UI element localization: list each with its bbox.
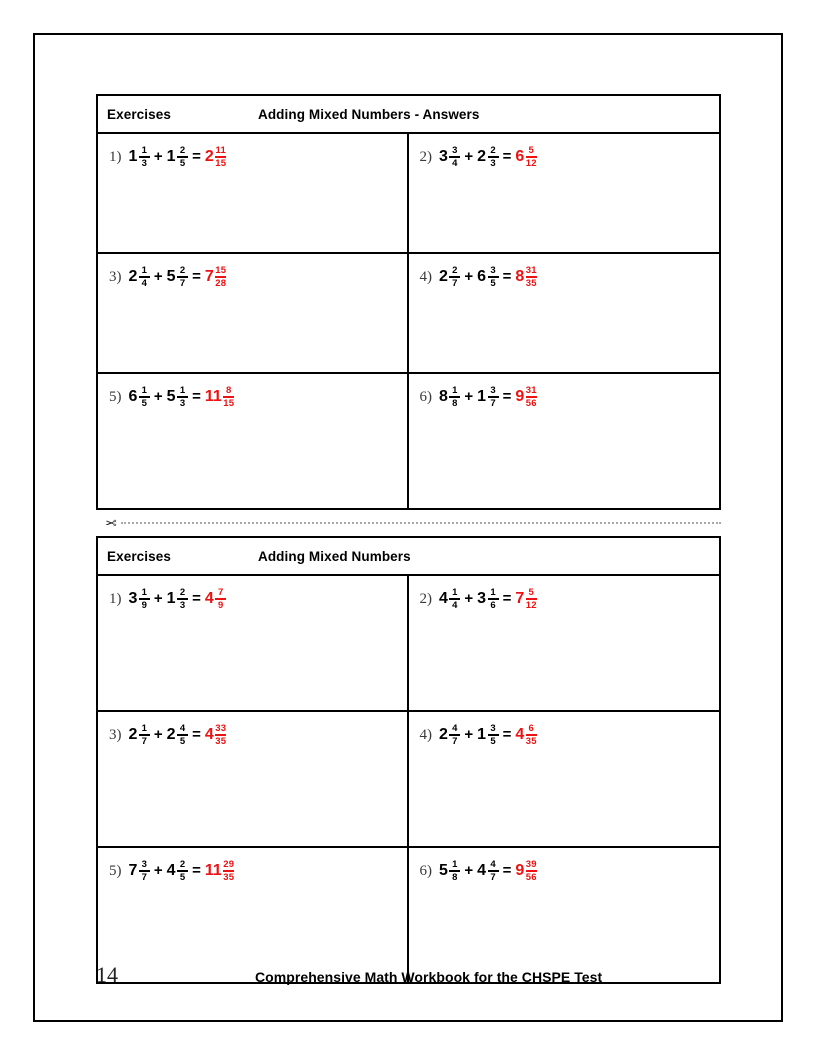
second-whole: 3: [477, 590, 487, 608]
answer-fraction: [526, 724, 537, 747]
numerator: 3: [452, 145, 458, 156]
second-whole: 4: [166, 862, 176, 880]
first-whole: 1: [128, 148, 138, 166]
answer-whole: 11: [204, 862, 222, 880]
problem-row: [98, 134, 719, 254]
denominator: 7: [452, 735, 458, 747]
first-fraction: [449, 386, 460, 409]
numerator: 31: [525, 385, 537, 396]
problem-number: 4): [419, 269, 432, 285]
second-whole: 6: [477, 268, 487, 286]
equals-sign: =: [502, 590, 512, 607]
problem-expression: [420, 265, 720, 288]
answer: [515, 145, 536, 168]
problem-expression: [109, 587, 407, 610]
numerator: 1: [141, 587, 148, 598]
first-fraction: [139, 588, 150, 611]
answer: [515, 587, 536, 610]
worksheet-container: [96, 94, 721, 984]
first-term: [129, 265, 150, 288]
problem-cell: [409, 712, 720, 846]
operator: +: [153, 268, 163, 285]
answer: [205, 265, 226, 288]
first-whole: 4: [439, 590, 448, 608]
numerator: 7: [218, 587, 224, 598]
first-term: [129, 385, 150, 408]
problem-number: 3): [109, 269, 122, 285]
denominator: 15: [223, 397, 235, 409]
problem-number: 3): [109, 727, 122, 743]
second-term: [167, 385, 188, 408]
answer-fraction: [215, 146, 226, 169]
second-term: [167, 723, 188, 746]
answer: [205, 385, 234, 408]
numerator: 33: [215, 723, 227, 734]
second-term: [477, 145, 498, 168]
second-term: [167, 265, 188, 288]
answer-whole: 4: [204, 726, 214, 744]
answer: [515, 385, 536, 408]
denominator: 3: [490, 157, 496, 169]
second-fraction: [488, 146, 499, 169]
problem-expression: [109, 385, 407, 408]
first-whole: 3: [128, 590, 138, 608]
second-whole: 5: [166, 388, 176, 406]
operator: +: [464, 388, 474, 405]
problem-expression: [420, 587, 720, 610]
numerator: 5: [528, 587, 534, 598]
equals-sign: =: [192, 148, 201, 165]
problem-cell: [98, 134, 409, 252]
answer-whole: 4: [204, 590, 214, 608]
denominator: 5: [141, 397, 148, 409]
second-fraction: [177, 386, 188, 409]
answer-fraction: [215, 588, 226, 611]
numerator: 3: [490, 265, 496, 276]
second-whole: 4: [477, 862, 487, 880]
numerator: 2: [452, 265, 458, 276]
problem-expression: [420, 859, 720, 882]
first-whole: 2: [439, 726, 448, 744]
denominator: 35: [223, 871, 235, 883]
second-fraction: [177, 588, 188, 611]
first-term: [439, 145, 460, 168]
second-term: [167, 145, 188, 168]
denominator: 15: [215, 157, 227, 169]
answer-fraction: [223, 386, 234, 409]
equals-sign: =: [502, 726, 512, 743]
first-fraction: [139, 724, 150, 747]
answer-whole: 7: [515, 590, 525, 608]
denominator: 35: [215, 735, 227, 747]
numerator: 39: [525, 859, 537, 870]
second-term: [477, 265, 498, 288]
equals-sign: =: [192, 726, 201, 743]
page-number: 14: [96, 962, 118, 987]
first-term: [439, 723, 460, 746]
answer-fraction: [526, 386, 537, 409]
second-fraction: [177, 146, 188, 169]
worksheet-title: Adding Mixed Numbers - Answers: [257, 106, 480, 122]
problem-cell: [98, 374, 409, 508]
first-fraction: [139, 146, 150, 169]
worksheet-answers: [96, 94, 721, 510]
denominator: 4: [452, 599, 458, 611]
numerator: 5: [528, 145, 534, 156]
answer: [515, 723, 536, 746]
problem-cell: [409, 374, 720, 508]
first-fraction: [139, 386, 150, 409]
problem-cell: [98, 254, 409, 372]
answer-whole: 4: [515, 726, 525, 744]
second-term: [477, 385, 498, 408]
second-fraction: [488, 724, 499, 747]
problem-cell: [409, 254, 720, 372]
first-fraction: [449, 146, 460, 169]
denominator: 8: [452, 397, 458, 409]
worksheet-header-label: Exercises: [107, 548, 171, 564]
problem-expression: [420, 723, 720, 746]
numerator: 2: [179, 265, 186, 276]
problem-row: [98, 576, 719, 712]
first-term: [129, 723, 150, 746]
denominator: 7: [490, 871, 496, 883]
first-fraction: [449, 588, 460, 611]
answer: [205, 859, 234, 882]
second-fraction: [488, 266, 499, 289]
answer-whole: 6: [515, 148, 525, 166]
operator: +: [464, 148, 474, 165]
numerator: 1: [141, 265, 148, 276]
first-whole: 2: [439, 268, 448, 286]
operator: +: [153, 726, 163, 743]
second-term: [167, 859, 188, 882]
numerator: 1: [141, 723, 148, 734]
first-whole: 2: [128, 268, 138, 286]
first-whole: 2: [128, 726, 138, 744]
problem-row: [98, 374, 719, 508]
problem-row: [98, 254, 719, 374]
numerator: 1: [179, 385, 186, 396]
problem-number: 2): [419, 149, 432, 165]
second-whole: 1: [166, 590, 176, 608]
problem-number: 6): [419, 863, 432, 879]
problem-number: 4): [419, 727, 432, 743]
denominator: 4: [452, 157, 458, 169]
numerator: 2: [179, 587, 186, 598]
denominator: 3: [141, 157, 148, 169]
second-fraction: [488, 588, 499, 611]
second-fraction: [177, 724, 188, 747]
equals-sign: =: [502, 148, 512, 165]
page-footer: [96, 962, 721, 988]
denominator: 5: [490, 277, 496, 289]
operator: +: [464, 862, 474, 879]
scissors-icon: ✂: [105, 515, 117, 531]
denominator: 8: [452, 871, 458, 883]
equals-sign: =: [192, 388, 201, 405]
problem-cell: [409, 134, 720, 252]
numerator: 3: [490, 385, 496, 396]
numerator: 1: [452, 587, 458, 598]
operator: +: [153, 148, 163, 165]
numerator: 2: [490, 145, 496, 156]
second-term: [167, 587, 188, 610]
worksheet-exercises: [96, 536, 721, 984]
problem-cell: [98, 576, 409, 710]
first-term: [129, 587, 150, 610]
dotted-cut-line: [121, 522, 721, 524]
operator: +: [464, 590, 474, 607]
first-term: [129, 859, 150, 882]
denominator: 12: [525, 599, 537, 611]
first-fraction: [139, 266, 150, 289]
problem-number: 5): [109, 863, 122, 879]
first-term: [439, 859, 460, 882]
answer: [205, 587, 226, 610]
numerator: 1: [452, 859, 458, 870]
worksheet-header-label: Exercises: [107, 106, 171, 122]
numerator: 2: [179, 859, 186, 870]
denominator: 6: [490, 599, 496, 611]
operator: +: [153, 388, 163, 405]
numerator: 15: [215, 265, 227, 276]
denominator: 7: [179, 277, 186, 289]
numerator: 29: [223, 859, 235, 870]
denominator: 28: [215, 277, 227, 289]
denominator: 56: [525, 871, 537, 883]
answer-fraction: [526, 266, 537, 289]
numerator: 1: [452, 385, 458, 396]
cut-divider: [105, 510, 721, 536]
answer-fraction: [526, 146, 537, 169]
denominator: 9: [218, 599, 224, 611]
numerator: 4: [490, 859, 496, 870]
numerator: 3: [141, 859, 148, 870]
second-whole: 1: [477, 388, 487, 406]
second-fraction: [177, 860, 188, 883]
operator: +: [153, 590, 163, 607]
first-fraction: [449, 860, 460, 883]
numerator: 1: [141, 145, 148, 156]
first-term: [439, 587, 460, 610]
problem-expression: [109, 265, 407, 288]
denominator: 5: [179, 871, 186, 883]
answer-whole: 8: [515, 268, 525, 286]
second-whole: 5: [166, 268, 176, 286]
answer-whole: 9: [515, 862, 525, 880]
problem-expression: [420, 145, 720, 168]
second-fraction: [177, 266, 188, 289]
numerator: 31: [525, 265, 537, 276]
answer-fraction: [526, 860, 537, 883]
equals-sign: =: [502, 268, 512, 285]
first-fraction: [139, 860, 150, 883]
operator: +: [464, 268, 474, 285]
denominator: 35: [525, 735, 537, 747]
worksheet-title: Adding Mixed Numbers: [257, 548, 411, 564]
answer-whole: 11: [204, 388, 222, 406]
answer-whole: 7: [204, 268, 214, 286]
answer: [205, 723, 226, 746]
denominator: 56: [525, 397, 537, 409]
second-whole: 2: [477, 148, 487, 166]
answer-whole: 9: [515, 388, 525, 406]
numerator: 1: [490, 587, 496, 598]
answer: [515, 265, 536, 288]
problem-cell: [409, 576, 720, 710]
second-fraction: [488, 386, 499, 409]
first-fraction: [449, 724, 460, 747]
first-fraction: [449, 266, 460, 289]
operator: +: [464, 726, 474, 743]
equals-sign: =: [502, 862, 512, 879]
problem-number: 5): [109, 389, 122, 405]
first-term: [129, 145, 150, 168]
problem-expression: [420, 385, 720, 408]
numerator: 6: [528, 723, 534, 734]
denominator: 7: [490, 397, 496, 409]
first-whole: 8: [439, 388, 448, 406]
first-whole: 3: [439, 148, 448, 166]
equals-sign: =: [502, 388, 512, 405]
problem-number: 1): [109, 149, 122, 165]
equals-sign: =: [192, 590, 201, 607]
second-term: [477, 859, 498, 882]
equals-sign: =: [192, 268, 201, 285]
first-whole: 7: [128, 862, 138, 880]
problem-number: 2): [419, 591, 432, 607]
first-term: [439, 385, 460, 408]
answer: [205, 145, 226, 168]
first-term: [439, 265, 460, 288]
second-fraction: [488, 860, 499, 883]
worksheet-header: [98, 538, 719, 576]
denominator: 3: [179, 397, 186, 409]
answer: [515, 859, 536, 882]
denominator: 7: [452, 277, 458, 289]
operator: +: [153, 862, 163, 879]
numerator: 8: [226, 385, 232, 396]
problem-cell: [98, 712, 409, 846]
answer-fraction: [215, 724, 226, 747]
answer-fraction: [526, 588, 537, 611]
numerator: 2: [179, 145, 186, 156]
answer-whole: 2: [204, 148, 214, 166]
numerator: 11: [215, 145, 226, 156]
denominator: 9: [141, 599, 148, 611]
problem-expression: [109, 723, 407, 746]
equals-sign: =: [192, 862, 201, 879]
worksheet-header: [98, 96, 719, 134]
first-whole: 6: [128, 388, 138, 406]
denominator: 3: [179, 599, 186, 611]
second-whole: 1: [477, 726, 487, 744]
answer-fraction: [215, 266, 226, 289]
denominator: 7: [141, 735, 148, 747]
denominator: 7: [141, 871, 148, 883]
problem-row: [98, 712, 719, 848]
numerator: 4: [452, 723, 458, 734]
problem-number: 6): [419, 389, 432, 405]
book-title: Comprehensive Math Workbook for the CHSPE Test: [255, 969, 603, 985]
denominator: 5: [179, 735, 186, 747]
second-term: [477, 723, 498, 746]
denominator: 12: [525, 157, 537, 169]
problem-number: 1): [109, 591, 122, 607]
denominator: 5: [179, 157, 186, 169]
denominator: 4: [141, 277, 148, 289]
first-whole: 5: [439, 862, 448, 880]
problem-expression: [109, 145, 407, 168]
second-whole: 2: [166, 726, 176, 744]
denominator: 35: [525, 277, 537, 289]
second-whole: 1: [166, 148, 176, 166]
answer-fraction: [223, 860, 234, 883]
problem-expression: [109, 859, 407, 882]
denominator: 5: [490, 735, 496, 747]
numerator: 3: [490, 723, 496, 734]
numerator: 4: [179, 723, 186, 734]
numerator: 1: [141, 385, 148, 396]
second-term: [477, 587, 498, 610]
